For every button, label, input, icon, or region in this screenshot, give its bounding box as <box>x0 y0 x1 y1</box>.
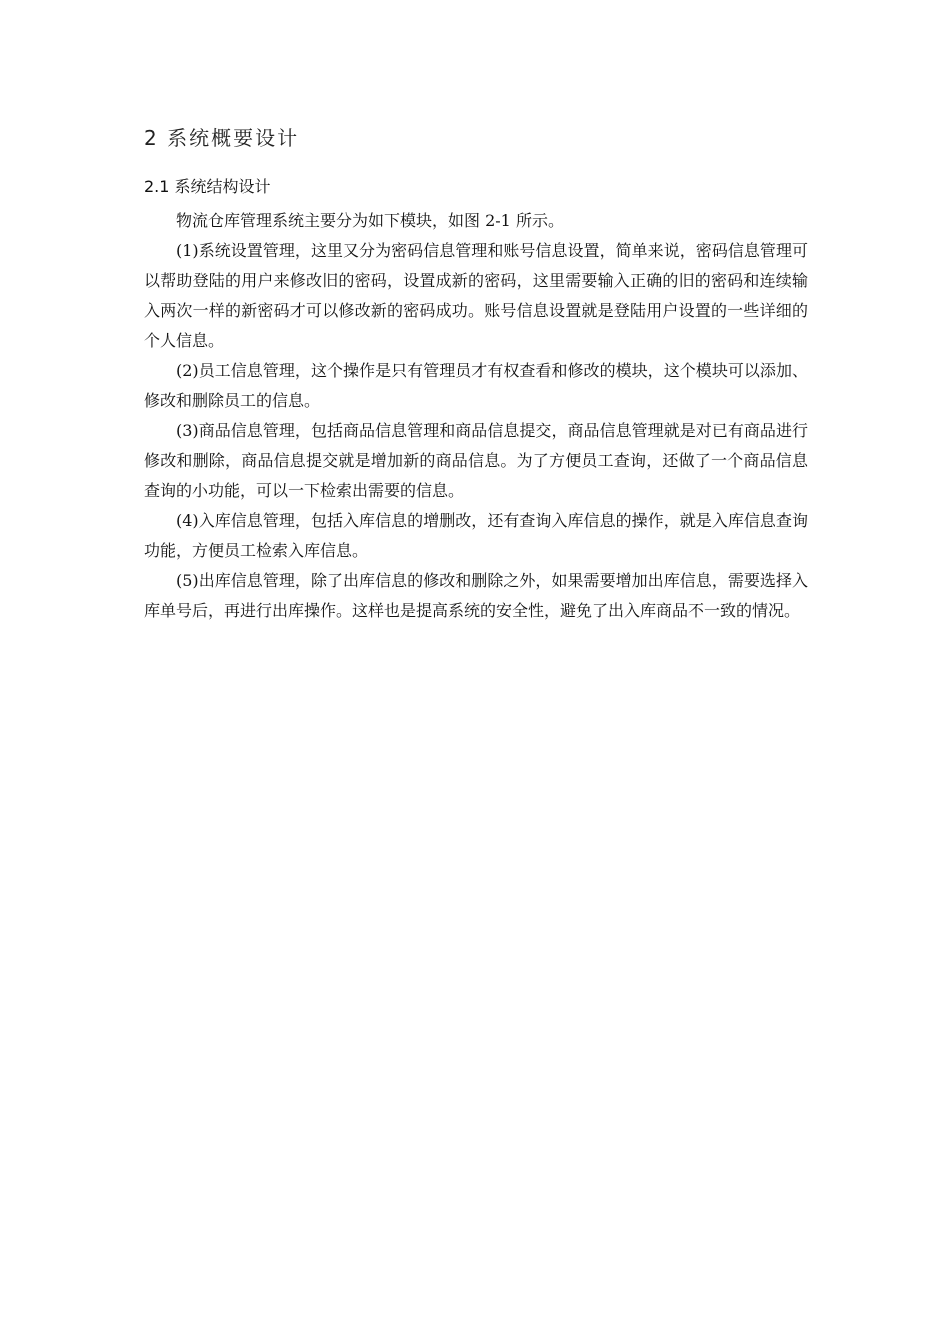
section-heading: 2.1 系统结构设计 <box>144 177 271 196</box>
paragraph-inbound-management: (4)入库信息管理，包括入库信息的增删改，还有查询入库信息的操作，就是入库信息查询功能，方便员工检索入库信息。 <box>144 511 808 560</box>
paragraph-system-settings: (1)系统设置管理，这里又分为密码信息管理和账号信息设置，简单来说，密码信息管理可以帮助登陆的用户来修改旧的密码，设置成新的密码，这里需要输入正确的旧的密码和连续输入两次一样的新密码才可以修改新的密码成功。账号信息设置就是登陆用户设置的一些详细的个人信息。 <box>144 241 808 350</box>
body-text <box>144 206 808 626</box>
paragraph-employee-management: (2)员工信息管理，这个操作是只有管理员才有权查看和修改的模块，这个模块可以添加、修改和删除员工的信息。 <box>144 361 808 410</box>
paragraph-outbound-management: (5)出库信息管理，除了出库信息的修改和删除之外，如果需要增加出库信息，需要选择入库单号后，再进行出库操作。这样也是提高系统的安全性，避免了出入库商品不一致的情况。 <box>144 571 808 620</box>
chapter-heading: 2 系统概要设计 <box>144 126 300 150</box>
paragraph-product-management: (3)商品信息管理，包括商品信息管理和商品信息提交，商品信息管理就是对已有商品进行修改和删除，商品信息提交就是增加新的商品信息。为了方便员工查询，还做了一个商品信息查询的小功能，可以一下检索出需要的信息。 <box>144 421 808 500</box>
paragraph-intro: 物流仓库管理系统主要分为如下模块，如图 2-1 所示。 <box>176 211 564 230</box>
